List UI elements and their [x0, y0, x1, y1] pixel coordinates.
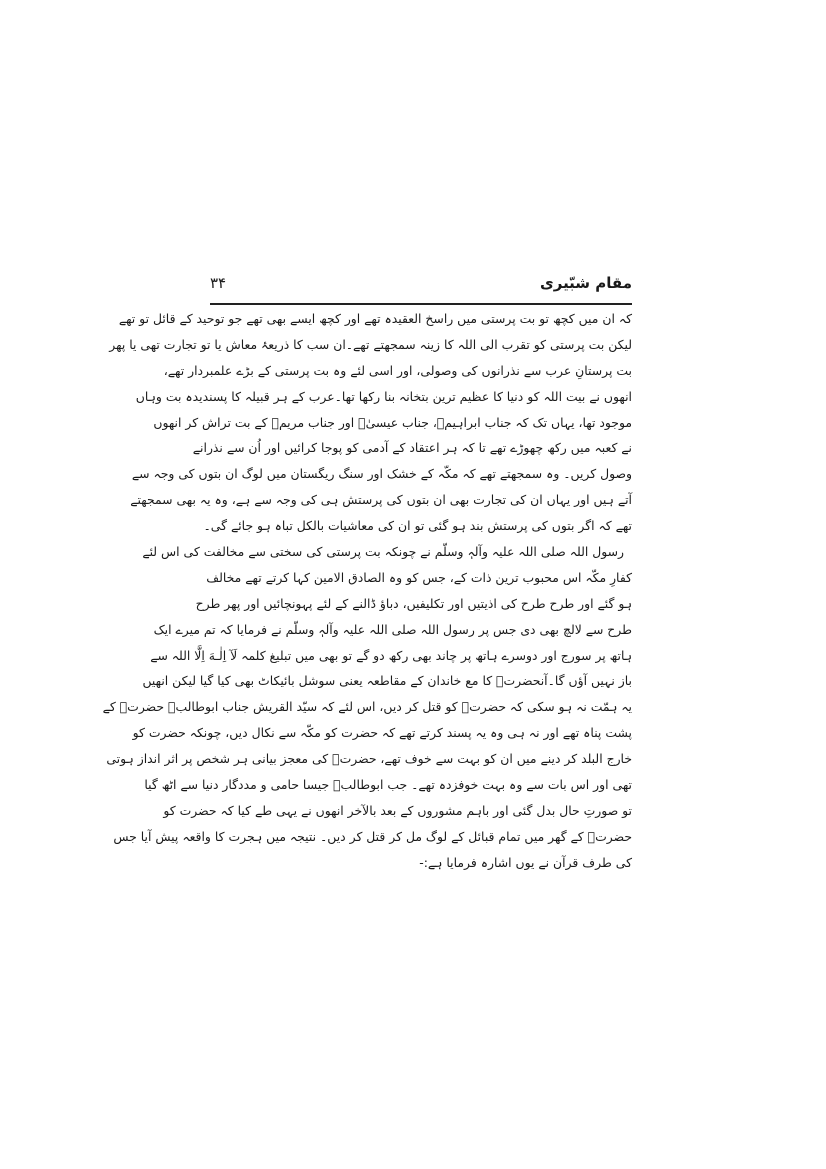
text-line: ہو گئے اور طرح طرح کی اذیتیں اور تکلیفیں، دباؤ ڈالنے کے لئے پہونچائیں اور پھر طرح [195, 595, 632, 611]
text-line: وصول کریں۔ وہ سمجھتے تھے کہ مکّہ کے خشک اور سنگ ریگستان میں لوگ ان بتوں کی وجہ سے [131, 466, 632, 482]
text-line: یہ ہمّت نہ ہو سکی کہ حضرتؐ کو قتل کر دیں، اس لئے کہ سیّد القریش جناب ابوطالبؑ حضرتؐ کے [102, 699, 632, 715]
text-line: ہاتھ پر سورج اور دوسرے ہاتھ پر چاند بھی رکھ دو گے تو بھی میں تبلیغ کلمہ لَآ اِلٰـهَ اِلَّا اللہ سے [150, 647, 632, 663]
body-text [102, 306, 632, 876]
text-line: تھی اور اس بات سے وہ بہت خوفزدہ تھے۔ جب ابوطالبؑ جیسا حامی و مددگار دنیا سے اٹھ گیا [144, 777, 632, 793]
text-line: انھوں نے بیت اللہ کو دنیا کا عظیم ترین بتخانہ بنا رکھا تھا۔عرب کے ہر قبیلہ کا پسندیدہ بت وہاں [135, 388, 632, 404]
text-line: طرح سے لالچ بھی دی جس پر رسول اللہ صلی اللہ علیہ وآلہٖ وسلّم نے فرمایا کہ تم میرے ایک [153, 621, 632, 637]
running-title: مقام شبّیری [539, 274, 632, 292]
text-line: باز نہیں آؤں گا۔آنحضرتؐ کا مع خاندان کے مقاطعہ یعنی سوشل بائیکاٹ بھی کیا گیا لیکن انھیں [142, 673, 632, 689]
paragraph [109, 306, 632, 539]
text-line: خارج البلد کر دینے میں ان کو بہت سے خوف تھے، حضرتؐ کی معجز بیانی ہر شخص پر اثر انداز ہوتی [106, 751, 632, 767]
text-line: کی طرف قرآن نے یوں اشارہ فرمایا ہے:- [419, 854, 632, 870]
text-line: نے کعبہ میں رکھ چھوڑے تھے تا کہ ہر اعتقاد کے آدمی کو پوجا کرائیں اور اُن سے نذرانے [192, 440, 632, 456]
text-line: کفارِ مکّہ اس محبوب ترین ذات کے، جس کو وہ الصادق الامین کہا کرتے تھے مخالف [206, 569, 632, 585]
text-line: بت پرستانِ عرب سے نذرانوں کی وصولی، اور اسی لئے وہ بت پرستی کے بڑے علمبردار تھے، [163, 362, 632, 378]
text-line: پشت پناہ تھے اور نہ ہی وہ یہ پسند کرتے تھے کہ حضرت کو مکّہ سے نکال دیں، چونکہ حضرت کو [132, 725, 632, 741]
text-line: آتے ہیں اور یہاں ان کی تجارت بھی ان بتوں کی پرستش ہی کی وجہ سے ہے، وہ یہ بھی سمجھتے [130, 492, 632, 508]
page-header [210, 271, 632, 299]
text-line: رسول اللہ صلی اللہ علیہ وآلہٖ وسلّم نے چونکہ بت پرستی کی سختی سے مخالفت کی اس لئے [142, 544, 624, 560]
text-line: تھے کہ اگر بتوں کی پرستش بند ہو گئی تو ان کی معاشیات بالکل تباہ ہو جائے گی۔ [203, 518, 632, 534]
text-line: حضرتؐ کے گھر میں تمام قبائل کے لوگ مل کر قتل کر دیں۔ نتیجہ میں ہجرت کا واقعہ پیش آیا جس [113, 828, 632, 844]
paragraph [102, 539, 632, 876]
text-line: لیکن بت پرستی کو تقرب الی اللہ کا زینہ سمجھتے تھے۔ان سب کا ذریعۂ معاش یا تو تجارت تھی یا پھر [109, 336, 632, 352]
page-number: ۳۴ [210, 274, 227, 292]
text-line: تو صورتِ حال بدل گئی اور باہم مشوروں کے بعد بالآخر انھوں نے یہی طے کیا کہ حضرت کو [163, 802, 632, 818]
text-line: کہ ان میں کچھ تو بت پرستی میں راسخ العقیدہ تھے اور کچھ ایسے بھی تھے جو توحید کے قائل تو تھے [118, 311, 632, 326]
text-line: موجود تھا، یہاں تک کہ جناب ابراہیمؑ، جناب عیسیٰؑ اور جناب مریمؑ کے بت تراش کر انھوں [153, 414, 632, 430]
header-divider [210, 303, 632, 305]
